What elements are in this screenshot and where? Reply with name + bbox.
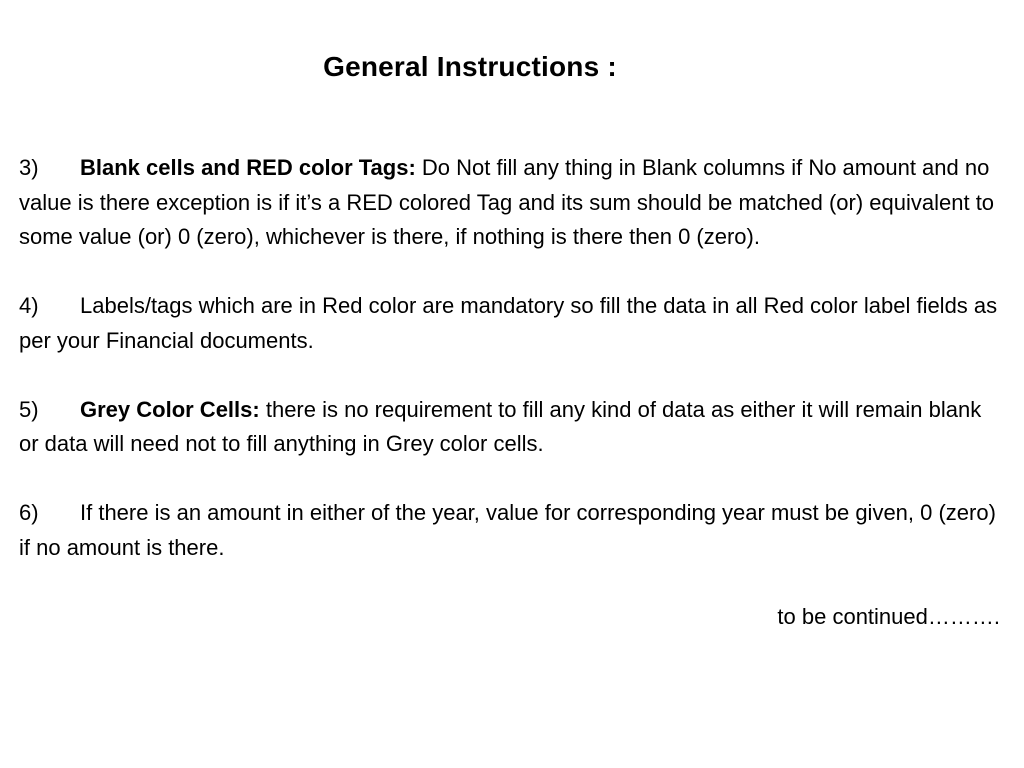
continued-note: to be continued………. <box>777 603 1000 629</box>
slide-title: General Instructions : <box>323 51 617 82</box>
item-text: Labels/tags which are in Red color are mandatory so fill the data in all Red color label fields as per your Financial documents. <box>19 293 998 353</box>
item-lead: Grey Color Cells: <box>80 396 260 422</box>
instruction-item-5 <box>19 393 1004 462</box>
item-number: 3) <box>19 155 39 180</box>
instruction-item-3 <box>19 151 1004 255</box>
instruction-item-4 <box>19 289 1004 358</box>
instruction-item-6 <box>19 496 1004 565</box>
item-number: 6) <box>19 500 39 525</box>
item-text: there is no requirement to fill any kind of data as either it will remain blank or data will need not to fill anything in Grey color cells. <box>19 396 982 456</box>
item-lead: Blank cells and RED color Tags: <box>80 155 416 180</box>
item-number: 5) <box>19 396 39 422</box>
item-text: If there is an amount in either of the year, value for corresponding year must be given, 0 (zero) if no amount is there. <box>19 500 996 560</box>
instructions-body <box>19 151 1004 634</box>
item-number: 4) <box>19 293 39 318</box>
item-text: Do Not fill any thing in Blank columns if No amount and no value is there exception is if it’s a RED colored Tag and its sum should be matched (or) equivalent to some value (or) 0 (zero), whichever is there, if nothing is there then 0 (zero). <box>19 155 995 249</box>
